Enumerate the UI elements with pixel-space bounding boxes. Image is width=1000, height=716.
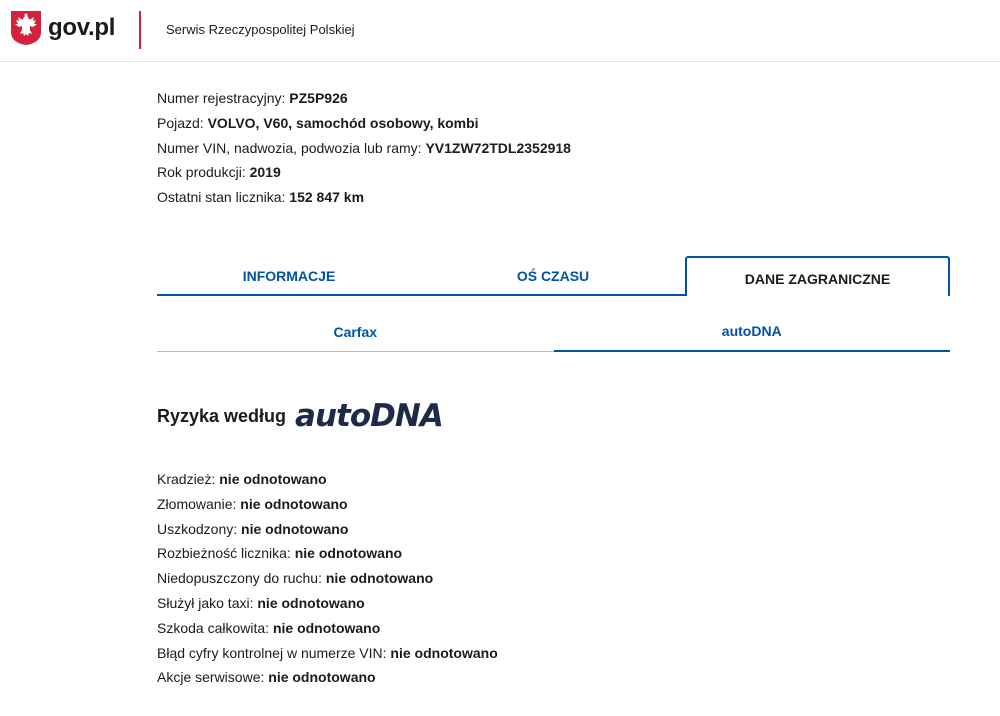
row-label: Rok produkcji: [157, 164, 250, 181]
risk-row-odometer [157, 541, 498, 566]
row-value: 2019 [249, 164, 281, 181]
risk-list [157, 467, 498, 690]
risk-row-service-actions [157, 665, 498, 690]
row-value: nie odnotowano [272, 619, 381, 636]
row-value: nie odnotowano [294, 545, 403, 562]
tab-informacje[interactable]: INFORMACJE [242, 268, 336, 284]
tab-dane-zagraniczne[interactable]: DANE ZAGRANICZNE [685, 256, 950, 296]
logo-text: gov.pl [48, 14, 116, 41]
site-header [0, 0, 1000, 62]
row-label: Ostatni stan licznika: [157, 189, 290, 206]
service-name: Serwis Rzeczypospolitej Polskiej [166, 22, 355, 37]
main-tabs [157, 256, 950, 296]
polish-eagle-icon [10, 10, 42, 46]
risk-row-damaged [157, 517, 498, 542]
row-value: PZ5P926 [289, 90, 348, 106]
row-label: Rozbieżność licznika: [157, 545, 295, 562]
row-label: Numer rejestracyjny: [157, 90, 290, 106]
subtab-carfax[interactable]: Carfax [157, 312, 554, 352]
row-value: nie odnotowano [390, 644, 498, 661]
row-value: nie odnotowano [241, 520, 349, 537]
vehicle-row-mileage [157, 185, 571, 210]
vehicle-row-model [157, 111, 571, 136]
risk-row-theft [157, 467, 498, 492]
row-value: nie odnotowano [257, 594, 365, 611]
row-label: Niedopuszczony do ruchu: [157, 570, 326, 587]
row-value: 152 847 km [289, 189, 365, 206]
row-value: nie odnotowano [219, 471, 327, 487]
risk-row-total-loss [157, 616, 498, 641]
vehicle-row-registration [157, 86, 571, 111]
vehicle-row-vin [157, 136, 571, 161]
row-label: Błąd cyfry kontrolnej w numerze VIN: [157, 644, 391, 661]
gov-pl-logo[interactable] [10, 10, 115, 46]
row-label: Numer VIN, nadwozia, podwozia lub ramy: [157, 139, 426, 156]
row-label: Akcje serwisowe: [157, 669, 269, 686]
risk-row-scrapped [157, 492, 498, 517]
row-label: Uszkodzony: [157, 520, 242, 537]
risk-row-taxi [157, 591, 498, 616]
row-value: nie odnotowano [325, 570, 434, 587]
autodna-logo: autoDNA [295, 398, 443, 434]
row-label: Kradzież: [157, 471, 220, 487]
risk-row-vin-check-digit [157, 641, 498, 666]
row-value: nie odnotowano [268, 669, 376, 686]
tab-os-czasu[interactable]: OŚ CZASU [516, 268, 590, 284]
row-label: Szkoda całkowita: [157, 619, 273, 636]
vehicle-row-year [157, 160, 571, 185]
risk-row-not-roadworthy [157, 566, 498, 591]
row-label: Służył jako taxi: [157, 594, 258, 611]
header-divider [139, 11, 141, 49]
row-label: Złomowanie: [157, 495, 241, 512]
source-subtabs [157, 312, 950, 352]
subtab-autodna[interactable]: autoDNA [554, 312, 951, 352]
risk-title-label: Ryzyka według [157, 405, 287, 426]
row-value: nie odnotowano [240, 495, 348, 512]
row-value: YV1ZW72TDL2352918 [425, 139, 571, 156]
risk-section-title [157, 398, 443, 434]
row-label: Pojazd: [157, 114, 208, 131]
row-value: VOLVO, V60, samochód osobowy, kombi [207, 114, 479, 131]
vehicle-info [157, 86, 571, 210]
